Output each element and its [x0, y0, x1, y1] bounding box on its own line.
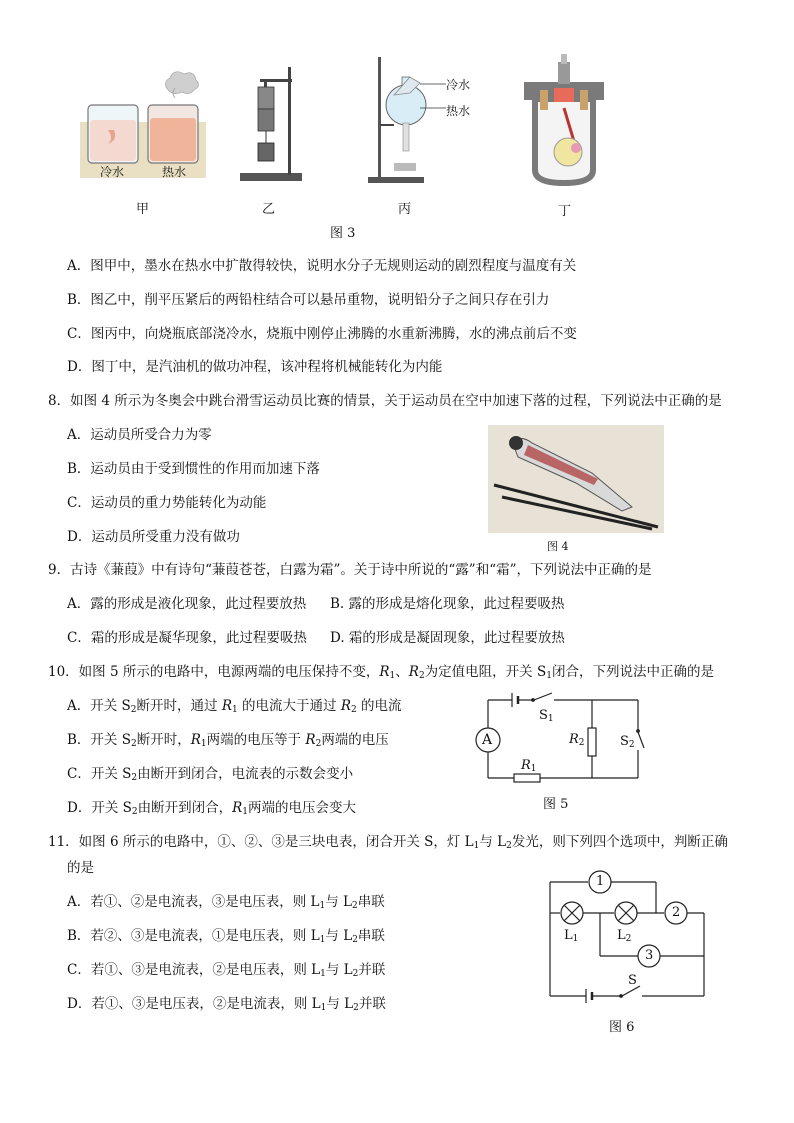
r1-label: $R_1$	[521, 758, 537, 774]
q11-option-d: D．若①、③是电压表，②是电流表，则 $L_1$与 $L_2$并联	[67, 996, 386, 1013]
q8-option-b: B．运动员由于受到惯性的作用而加速下落	[67, 461, 320, 477]
meter-2-label: 2	[672, 905, 681, 920]
q9-option-d: D. 霜的形成是凝固现象，此过程要放热	[330, 630, 565, 646]
sub-label-ding: 丁	[558, 204, 572, 219]
l2-label: $L_2$	[617, 928, 632, 944]
q8-option-c: C．运动员的重力势能转化为动能	[67, 495, 267, 511]
boiling-flask-illustration	[366, 55, 446, 185]
figure-3-caption: 图 3	[330, 226, 356, 241]
q8-option-d: D．运动员所受重力没有做功	[67, 529, 240, 545]
figure-4-caption: 图 4	[547, 540, 569, 553]
cold-water-label: 冷水	[100, 165, 125, 179]
circuit-diagram-5	[466, 690, 646, 790]
q7-option-d: D．图丁中，是汽油机的做功冲程，该冲程将机械能转化为内能	[67, 359, 443, 375]
s1-label: $S_1$	[539, 708, 554, 724]
figure-5-caption: 图 5	[543, 797, 569, 812]
figure-6-caption: 图 6	[609, 1020, 635, 1035]
ammeter-label: A	[482, 732, 493, 748]
q10-option-b: B．开关 $S_2$断开时，$R_1$两端的电压等于 $R_2$两端的电压	[67, 732, 389, 749]
q11-stem-line2: 的是	[67, 860, 94, 876]
q11-option-a: A．若①、②是电流表，③是电压表，则 $L_1$与 $L_2$串联	[67, 894, 385, 911]
flask-cold-water-label: 冷水	[446, 78, 471, 92]
sub-label-yi: 乙	[262, 202, 276, 217]
q9-option-c: C．霜的形成是凝华现象，此过程要吸热	[67, 630, 307, 646]
meter-3-label: 3	[645, 948, 654, 963]
flask-label-leaders	[420, 80, 450, 110]
q9-stem: 9．古诗《蒹葭》中有诗句“蒹葭苍苍，白露为霜”。关于诗中所说的“露”和“霜”，下列说法中正确的是	[48, 562, 652, 578]
q9-option-a: A．露的形成是液化现象，此过程要放热	[67, 596, 307, 612]
r2-label: $R_2$	[569, 732, 585, 748]
l1-label: $L_1$	[564, 928, 579, 944]
q7-option-b: B．图乙中，削平压紧后的两铅柱结合可以悬吊重物，说明铅分子之间只存在引力	[67, 292, 550, 308]
q8-stem: 8．如图 4 所示为冬奥会中跳台滑雪运动员比赛的情景，关于运动员在空中加速下落的过程，下列说法中正确的是	[48, 393, 722, 409]
sub-label-jia: 甲	[136, 202, 150, 217]
ski-jumper-photo	[488, 425, 664, 533]
q10-option-c: C．开关 $S_2$由断开到闭合，电流表的示数会变小	[67, 766, 354, 783]
sub-label-bing: 丙	[398, 202, 412, 217]
q11-option-b: B．若②、③是电流表，①是电压表，则 $L_1$与 $L_2$串联	[67, 928, 385, 945]
q7-option-c: C．图丙中，向烧瓶底部浇冷水，烧瓶中刚停止沸腾的水重新沸腾，水的沸点前后不变	[67, 326, 577, 342]
meter-1-label: 1	[596, 874, 605, 889]
switch-s-label: S	[628, 973, 637, 988]
s2-label: $S_2$	[620, 734, 635, 750]
q10-option-d: D．开关 $S_2$由断开到闭合，$R_1$两端的电压会变大	[67, 800, 357, 817]
q10-option-a: A．开关 $S_2$断开时，通过 $R_1$ 的电流大于通过 $R_2$ 的电流	[67, 698, 402, 715]
q11-option-c: C．若①、③是电流表，②是电压表，则 $L_1$与 $L_2$并联	[67, 962, 386, 979]
lead-cylinder-stand-illustration	[238, 65, 308, 185]
gasoline-engine-illustration	[518, 52, 610, 192]
q11-stem-line1: 11．如图 6 所示的电路中，①、②、③是三块电表，闭合开关 S，灯 $L_1$与 $L_2$发光，则下列四个选项中，判断正确	[48, 834, 728, 851]
flask-hot-water-label: 热水	[446, 104, 471, 118]
q10-stem: 10．如图 5 所示的电路中，电源两端的电压保持不变，$R_1$、$R_2$为定值电阻，开关 $S_1$闭合，下列说法中正确的是	[48, 664, 714, 681]
q8-option-a: A．运动员所受合力为零	[67, 427, 212, 443]
q9-option-b: B. 露的形成是熔化现象，此过程要吸热	[330, 596, 565, 612]
q7-option-a: A．图甲中，墨水在热水中扩散得较快，说明水分子无规则运动的剧烈程度与温度有关	[67, 258, 577, 274]
hot-water-label: 热水	[162, 165, 187, 179]
beakers-diffusion-illustration	[80, 60, 210, 180]
